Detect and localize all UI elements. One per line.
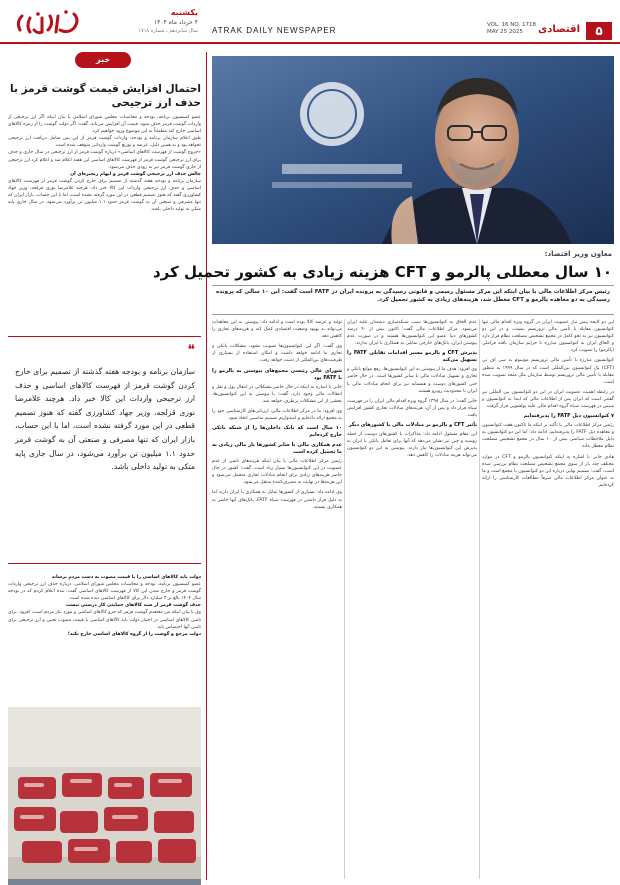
side-subhead: دولت مرجع و گوشت را از گروه کالاهای اساسی خارج نکند! [67,631,201,637]
article-paragraph: خانی با اشاره به اینکه در حال حاضر مشکلاتی در انتقال پول و نقل و انتقالات مالی وجود دارد، گفت: با پیوستن به این کنوانسیون‌ها، بخشی از این مشکلات برطرف خواهد شد. [212,384,342,404]
article-paragraph: عدم الحاق به کنوانسیون‌ها سبب شبکه‌سازی دشمنان علیه ایران می‌شود. مرکز اطلاعات مالی گفت: اکنون بیش از ۹۰ درصد کشورهای دنیا عضو این کنوانسیون‌ها هستند و در صورت عدم پیوستن ایران، بانک‌های خارجی تمایلی به همکاری با ایران ندارند. [347,320,477,347]
article-subhead: عدم همکاری مالی با سایر کشورها بار مالی زیادی به ما تحمیل کرده است [212,442,342,456]
article-paragraph: وی ادامه داد: بسیاری از کشورها تمایل به همکاری با ایران دارند اما به دلیل قرار داشتن در فهرست سیاه FATF، بانک‌های آنها حاضر به همکاری نیستند. [212,490,342,510]
side-headline: احتمال افزایش قیمت گوشت قرمز با حذف ارز ترجیحی [10,83,201,109]
article-subhead: شورای عالی رئیسی مجمع‌های پیوستن به پالرمو را با FATF بود [212,367,342,381]
article-lead: رئیس مرکز اطلاعات مالی با بیان اینکه این مرکز مسئول رسمی و قانونی رسیدگی به پرونده ایران در FATF است گفت: این ۱۰ سالی که پرونده رسیدگی به دو معاهده پالرمو و CFT معطل شد، هزینه‌های زیادی به کشور تحمیل کرد. [212,285,614,315]
article-column-3 [212,319,342,879]
page-number: ۵ [586,22,612,40]
side-news-column [8,52,201,878]
side-paragraph: عضو کمیسیون برنامه، بودجه و محاسبات مجلس شورای اسلامی، درباره حذف ارز ترجیحی واردات گوشت قرمز و خارج شدن این کالا از فهرست کالاهای اساسی گفت: بنده اعلام کردم که در بودجه سال ۱۴۰۴ بالغ بر ۳ میلیارد دلار برای کالاهای اساسی دیده شده است. [8,582,201,602]
side-subhead: حذف گوشت قرمز از سبد کالاهای حمایتی کار درستی نیست [66,603,201,609]
article-kicker: معاون وزیر اقتصاد: [544,250,612,258]
article-paragraph: این دو لایحه پیش نیاز عضویت ایران در گروه ویژه اقدام مالی تنها کنوانسیون مقابله با تأمین مالی تروریسم نیست، و در این دو کنوانسیون نیز به نحو کامل در مجمع تشخیص مصلحت نظام قرار دارد و الحاق ایران به کنوانسیون مبارزه با جرایم سازمان یافته فراملی (پالرمو) را تصویب کرد. [482,320,614,354]
article-photo [212,56,614,244]
article-subhead: ۷ کنوانسیون ذیل FATF را پذیرفته‌ایم [523,413,614,420]
article-column-1 [482,319,614,879]
masthead [0,0,620,44]
meat-photo [8,707,201,885]
side-paragraph: وی با بیان اینکه من معتقدم گوشت قرمز که جزو کالاهای اساسی و مورد نیاز مردم است، افزود: برای تامین کالاهای اساسی در اختیار دولت باید کالاهای اساسی با قیمت مصوب تعیین و ارز ترجیحی برای تامین آنها اختصاص یابد. [8,610,201,630]
newspaper-logo [8,6,86,40]
side-paragraph: طبق اعلام سازمان برنامه و بودجه، واردات گوشت قرمز از این پس شامل دریافت ارز ترجیحی نخواهد بود و به همین دلیل، عرضه و توزیع گوشت وارداتی متوقف شده است. [8,136,201,149]
issue-number-line: سال شانزدهم ـ شماره ۱۷۱۸ [138,28,198,34]
article-paragraph: هادی خانی با اشاره به اینکه کنوانسیون پالرمو و CFT در موارد مختلف چند بار از سوی مجمع تشخیص مصلحت نظام بررسی شده است، گفت: تصمیم نهایی درباره این دو کنوانسیون با مجمع است و ما به عنوان مرکز اطلاعات مالی صرفاً مطالعات کارشناسی را ارائه کرده‌ایم. [482,454,614,488]
issue-info-line-2: MAY 25 2025 [486,29,523,35]
side-body-continued [8,574,201,704]
side-paragraph: «خروج گوشت از فهرست کالاهای اساسی» درباره گوشت قرمز از ارز ترجیحی در سال جاری و حذف برای ارز ترجیحی گوشت قرمز از فهرست کالاهای اساسی این هفته اعلام شد و اعلام کرد ارز ترجیحی از جاری گوشت قرمز نیز به زودی حذف می‌شود. [8,150,201,170]
issue-info [487,22,536,36]
article-paragraph: در رابطه اهمیت عضویت ایران در این دو کنوانسیون بین المللی نیز گفتنی است که ایران پس از اطلاعات مالی که ابتدا به کنوانسیون و سپس در فهرست سیاه گروه اقدام مالی علیه پولشویی قرار گرفت. [482,389,614,410]
side-paragraph: سازمان برنامه و بودجه هفته گذشته از تصمیم برای خارج کردن گوشت قرمز از فهرست کالاهای اساسی و حذف ارز ترجیحی واردات این کالا خبر داد. هرچند غلامرضا نوری قزلجه، وزیر جهاد کشاورزی گفته که هنوز تصمیم قطعی در این مورد گرفته نشده است، اما با این حساب، بازار ایران که تنها مصرفی و صنعتی آن به گوشت قرمز حدود ۱.۱ میلیون تن برآورد می‌شود، در سال جاری پایه متکی به تولید داخلی باشد. [8,178,201,213]
quote-mark-icon: ❝ [187,342,195,358]
article-paragraph: وی افزود: هدف ما از پیوستن به این کنوانسیون‌ها، رفع موانع بانکی و تجاری و تسهیل مبادلات مالی با سایر کشورها است. در حال حاضر حتی کشورهای دوست و همسایه نیز برای انجام مبادلات مالی با ایران با محدودیت روبرو هستند. [347,367,477,394]
issue-info-line-1: VOL. 16 NO. 1718 [486,22,536,28]
day-name: یکشنبه [170,8,198,17]
article-column-2 [347,319,477,879]
pull-quote [8,336,201,564]
pull-quote-text: سازمان برنامه و بودجه هفته گذشته از تصمیم برای خارج کردن گوشت قرمز از فهرست کالاهای اساسی و حذف ارز ترجیحی واردات این کالا خبر داد. هرچند غلامرضا نوری قزلجه، وزیر جهاد کشاورزی گفته که هنوز تصمیم قطعی در این مورد گرفته نشده است، اما با این حساب، بازار ایران که تنها مصرفی و صنعتی آن به گوشت قرمز حدود ۱.۱ میلیون تن برآورد می‌شود، در سال جاری پایه متکی به تولید داخلی باشد. [15,367,195,472]
column-divider [206,52,207,880]
article-headline: ۱۰ سال معطلی پالرمو و CFT هزینه زیادی به کشور تحمیل کرد [152,263,612,281]
date-line: ۴ خرداد ماه ۱۴۰۴ [153,19,198,26]
column-rule [344,319,345,879]
column-rule [479,319,480,879]
article-subhead: تأثیر CFT و پالرمو بر مبادلات مالی با کشورهای دیگر [348,422,477,429]
side-subhead: چالش حذف ارز ترجیحی گوشت قرمز و ابهام زنجیره‌ای آن [70,171,201,177]
article-subhead: پذیرش CFT و پالرمو مسیر اقدامات تقابلی FATF را تسهیل می‌کند [347,350,477,364]
article-paragraph: رئیس مرکز اطلاعات مالی با بیان اینکه هزینه‌های ناشی از عدم عضویت در این کنوانسیون‌ها بسیار زیاد است، گفت: کشور در حال حاضر هزینه‌های زیادی برای انجام مبادلات تجاری متحمل می‌شود و این هزینه‌ها در نهایت به مصرف‌کننده منتقل می‌شود. [212,459,342,486]
article-paragraph: تولید و عرضه کالا بوده است و ادامه داد: پیوستن به این معاهدات می‌تواند به بهبود وضعیت اقتصادی کمک کند و هزینه‌های تجاری را کاهش دهد. [212,320,342,340]
article-subhead: ۱۰ سال است که بانک داخلی‌ها را از شبکه بانکی خارج کرده‌ایم [212,425,342,439]
side-paragraph: عضو کمیسیون برنامه، بودجه و محاسبات مجلس شورای اسلامی با بیان اینکه اگر ارز ترجیحی از واردات گوشت قرمز حذف شود، قیمت آن افزایش می‌یابد، گفت: اگر دولت گوشت را از زمره کالاهای اساسی خارج کند مطمئناً به این موضوع ورود خواهیم کرد. [8,115,201,135]
section-title: اقتصادی [538,24,580,35]
paper-name: ATRAK DAILY NEWSPAPER [212,26,337,35]
news-badge: خبر [75,52,131,68]
article-paragraph: وی گفت: اگر این کنوانسیون‌ها تصویب نشود، مشکلات بانکی و تجاری ما ادامه خواهد داشت و امکان استفاده از بسیاری از ظرفیت‌های بین‌المللی از دست خواهد رفت. [212,344,342,364]
date-block [88,8,198,34]
article-paragraph: این مقام مسئول ادامه داد: مذاکرات با کشورهای دوست از جمله روسیه و چین نیز نشان می‌دهد که آنها برای تعامل بانکی با ایران به پذیرش این کنوانسیون‌ها نیاز دارند. پیوستن به این دو کنوانسیون می‌تواند هزینه مبادلات را کاهش دهد. [347,432,477,459]
side-subhead: دولت باید کالاهای اساسی را با قیمت مصوب به دست مردم برساند [51,575,201,580]
article-paragraph: رئیس مرکز اطلاعات مالی با تأکید بر اینکه ما تاکنون هفت کنوانسیون و معاهده ذیل FATF را پذیرفته‌ایم، ادامه داد: اما این دو کنوانسیون به دلیل ملاحظات سیاسی بیش از ۱۰ سال در مجمع تشخیص مصلحت نظام معطل ماند. [482,423,614,450]
article-paragraph: کنوانسیون مبارزه با تأمین مالی تروریسم موسوم به سی اف تی (CFT) یک کنوانسیون بین‌المللی است که در سال ۱۹۹۹ به منظور مقابله با تأمین مالی تروریسم توسط سازمان ملل متحد تصویب شده است. [482,358,614,385]
article-paragraph: خانی گفت: در سال ۱۳۹۸ گروه ویژه اقدام مالی ایران را در فهرست سیاه قرار داد و پس از آن، هزینه‌های مبادلات تجاری کشور افزایش یافت. [347,398,477,418]
article-paragraph: وی افزود: ما در مرکز اطلاعات مالی، ارزیابی‌های کارشناسی خود را به مجمع ارائه داده‌ایم و امیدواریم تصمیم مناسبی اتخاذ شود. [212,408,342,421]
